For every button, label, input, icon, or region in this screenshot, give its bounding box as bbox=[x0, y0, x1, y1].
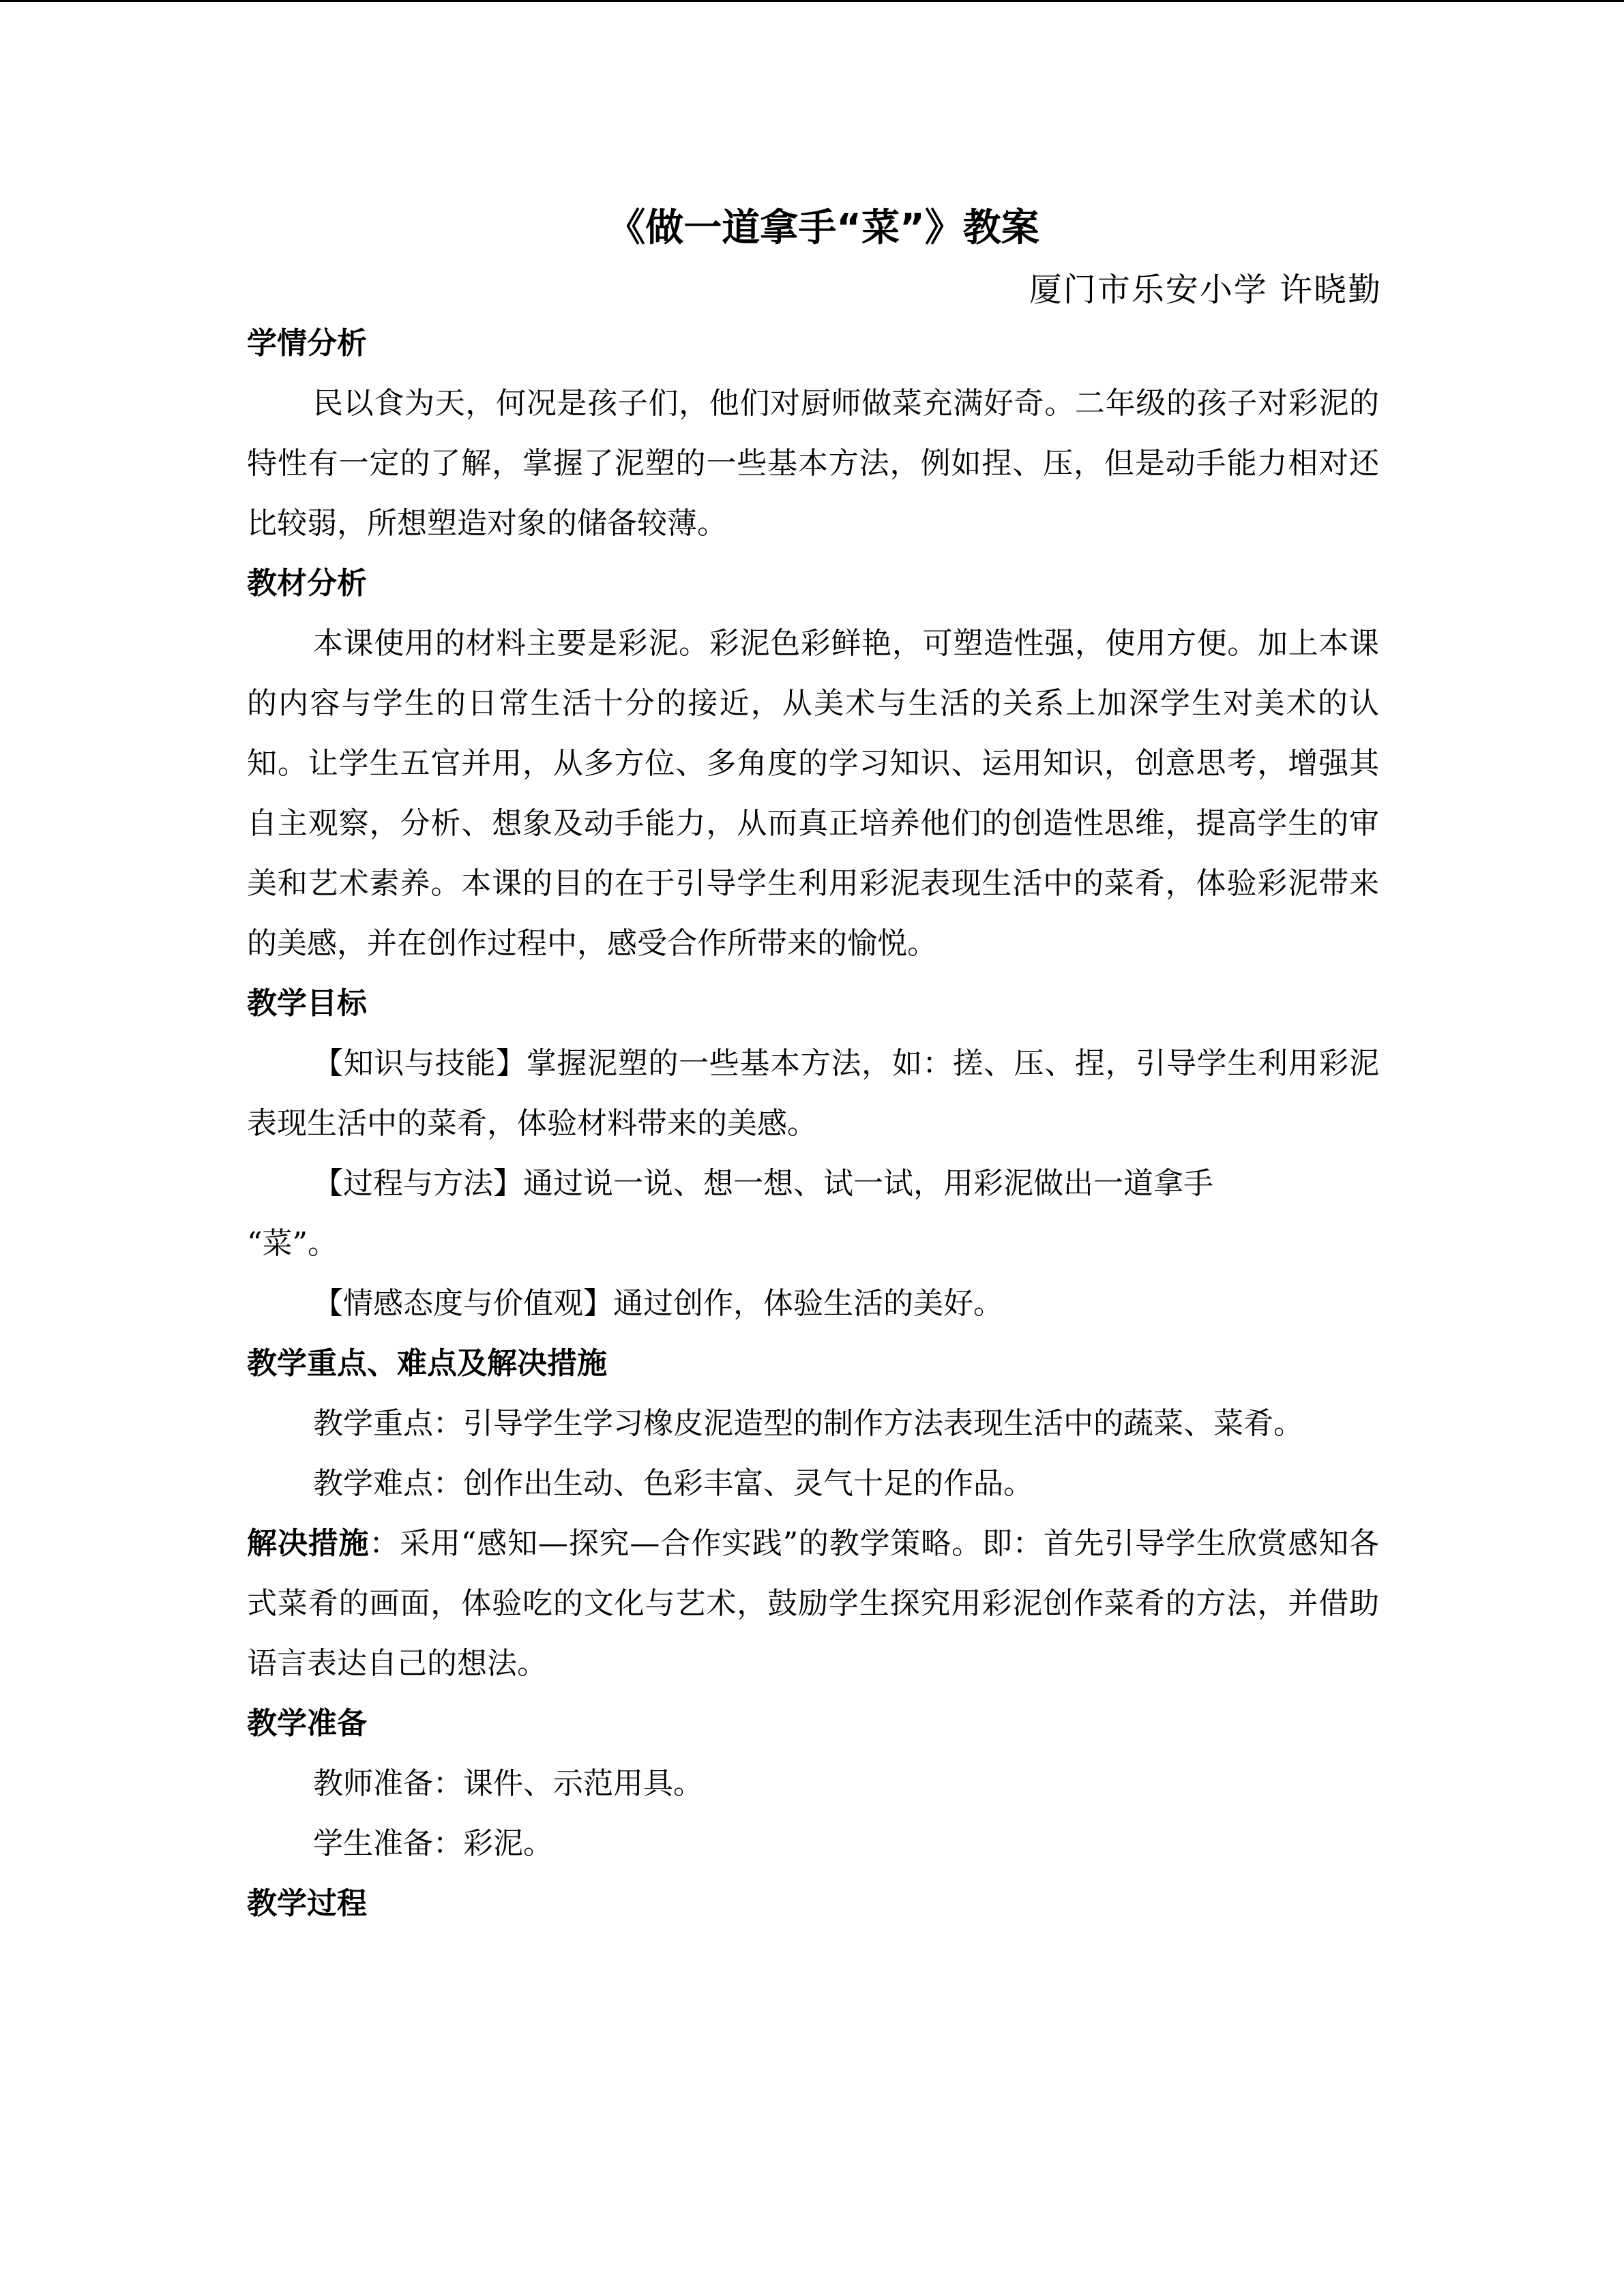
document-page bbox=[247, 198, 1382, 1934]
section-objectives bbox=[247, 974, 1379, 1334]
section-heading: 教学重点、难点及解决措施 bbox=[247, 1346, 607, 1381]
section-material-analysis bbox=[247, 554, 1379, 974]
document-title: 《做一道拿手“菜”》教案 bbox=[607, 206, 1039, 250]
section-heading: 教学过程 bbox=[247, 1886, 367, 1921]
section-heading: 学情分析 bbox=[247, 326, 367, 361]
paragraph: 【情感态度与价值观】通过创作，体验生活的美好。 bbox=[313, 1286, 1003, 1321]
paragraph: 本课使用的材料主要是彩泥。彩泥色彩鲜艳，可塑造性强，使用方便。加上本课的内容与学生的日常生活十分的接近，从美术与生活的关系上加深学生对美术的认知。让学生五官并用，从多方位、多角度的学习知识、运用知识，创意思考，增强其自主观察，分析、想象及动手能力，从而真正培养他们的创造性思维，提高学生的审美和艺术素养。本课的目的在于引导学生利用彩泥表现生活中的菜肴，体验彩泥带来的美感，并在创作过程中，感受合作所带来的愉悦。 bbox=[247, 626, 1379, 961]
paragraph: 教师准备：课件、示范用具。 bbox=[313, 1766, 703, 1801]
paragraph: 教学难点：创作出生动、色彩丰富、灵气十足的作品。 bbox=[313, 1466, 1033, 1501]
solution-label: 解决措施 bbox=[247, 1526, 370, 1561]
section-learning-analysis bbox=[247, 314, 1379, 554]
top-border-line bbox=[0, 0, 1624, 2]
document-author: 厦门市乐安小学 许晓勤 bbox=[1029, 271, 1382, 309]
section-heading: 教学准备 bbox=[247, 1706, 367, 1741]
paragraph: 民以食为天，何况是孩子们，他们对厨师做菜充满好奇。二年级的孩子对彩泥的特性有一定的了解，掌握了泥塑的一些基本方法，例如捏、压，但是动手能力相对还比较弱，所想塑造对象的储备较薄。 bbox=[247, 386, 1379, 541]
paragraph-solution bbox=[247, 1514, 1379, 1694]
section-process bbox=[247, 1874, 1379, 1934]
section-heading: 教学目标 bbox=[247, 986, 367, 1021]
paragraph: 【过程与方法】通过说一说、想一想、试一试，用彩泥做出一道拿手 bbox=[313, 1166, 1213, 1201]
paragraph: 学生准备：彩泥。 bbox=[313, 1826, 553, 1861]
solution-text: ：采用“感知—探究—合作实践”的教学策略。即：首先引导学生欣赏感知各式菜肴的画面，体验吃的文化与艺术，鼓励学生探究用彩泥创作菜肴的方法，并借助语言表达自己的想法。 bbox=[247, 1526, 1379, 1681]
paragraph: 教学重点：引导学生学习橡皮泥造型的制作方法表现生活中的蔬菜、菜肴。 bbox=[313, 1406, 1303, 1441]
section-key-points bbox=[247, 1334, 1379, 1694]
paragraph: 【知识与技能】掌握泥塑的一些基本方法，如：搓、压、捏，引导学生利用彩泥表现生活中的菜肴，体验材料带来的美感。 bbox=[247, 1046, 1379, 1141]
section-heading: 教材分析 bbox=[247, 566, 367, 601]
paragraph-continuation: “菜”。 bbox=[247, 1226, 338, 1261]
section-preparation bbox=[247, 1694, 1379, 1874]
